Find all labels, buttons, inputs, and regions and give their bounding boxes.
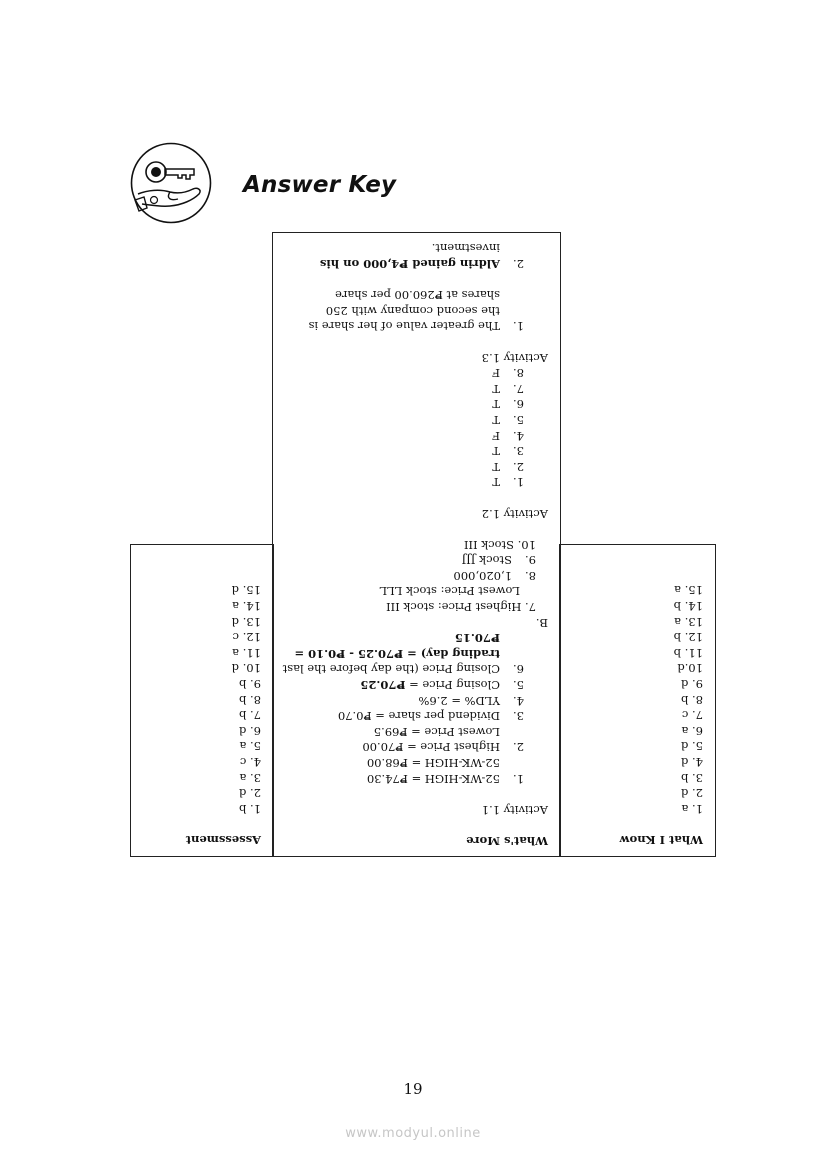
list-item: 7. b — [239, 708, 261, 723]
activity-label: Activity 1.3 — [481, 350, 548, 365]
list-item: 12. c — [232, 630, 261, 645]
answer-line: Closing Price = — [405, 678, 500, 693]
answer-line: YLD% = 2.6% — [418, 693, 500, 708]
part-label: B. — [535, 615, 548, 630]
what-i-know-heading: What I Know — [619, 833, 703, 847]
list-item: 13. d — [231, 614, 261, 629]
answer-line: Lowest Price = ₱69.5 — [373, 724, 500, 739]
answer-line: 1,020,000 — [453, 568, 512, 583]
list-item: 8. b — [239, 692, 261, 707]
list-item: 9. b — [239, 677, 261, 692]
answer-line: T — [492, 381, 500, 396]
whats-more-heading: What's More — [466, 834, 548, 848]
activity-label: Activity 1.2 — [481, 506, 548, 521]
answer-line: Aldrin gained ₱4,000 on his — [319, 257, 500, 272]
list-item: 2. d — [681, 786, 703, 801]
whats-more-box: What's More Activity 1.1 1.52-WK-HIGH = ₱74.30 52-WK-HIGH = ₱68.00 2.Highest Price = ₱70.00 Lowest Price = ₱69.5 3.Dividend per share = ₱0.70 4.YLD% = 2.6% 5.Closing Price = ₱70.25 6.Closing Price (the day before the last trading day) = ₱70.25 - ₱0.10 = ₱70.15 B. 7. Highest Price: stock III Lowest Price: stock LLL 8.1,020,000 9.Stock JJJ 10. Stock III Activity 1.2 1.T 2.T 3.T 4.F 5.T 6.T 7.T 8.F Activity 1.3 1.The greater value of her share is the second company with 250 shares at ₱260.00 per share 2.Aldrin gained ₱4,000 on his investment. — [272, 232, 561, 857]
answer-line: ₱70.15 — [454, 631, 500, 646]
list-item: 12. b — [673, 630, 703, 645]
answer-line: T — [492, 412, 500, 427]
list-item: 13. a — [674, 614, 703, 629]
list-item: 6. d — [239, 723, 261, 738]
answer-line: 52-WK-HIGH = ₱68.00 — [366, 756, 500, 771]
activity-label: Activity 1.1 — [481, 802, 548, 817]
list-item: 10.d — [677, 661, 703, 676]
list-item: 14. a — [232, 599, 261, 614]
list-item: 1. b — [239, 801, 261, 816]
key-in-hand-icon — [130, 142, 212, 224]
answer-line: T — [492, 459, 500, 474]
answer-line: 10. Stock III — [463, 537, 536, 552]
answer-line: investment. — [431, 241, 500, 256]
list-item: 7. c — [681, 708, 703, 723]
answer-line: Lowest Price: stock LLL — [379, 584, 520, 599]
answer-line: the second company with 250 — [325, 303, 500, 318]
answer-line: T — [492, 475, 500, 490]
list-item: 15. a — [674, 583, 703, 598]
answer-line: F — [492, 428, 500, 443]
answer-line: Stock JJJ — [461, 553, 512, 568]
page-title: Answer Key — [243, 172, 397, 198]
assessment-box — [130, 544, 274, 857]
list-item: 4. c — [239, 755, 261, 770]
assessment-heading: Assessment — [185, 833, 261, 847]
answer-line: Closing Price (the day before the last — [282, 662, 500, 677]
answer-line: Highest Price = ₱70.00 — [362, 740, 500, 755]
list-item: 2. d — [239, 786, 261, 801]
list-item: 15. d — [231, 583, 261, 598]
answer-line: T — [492, 397, 500, 412]
answer-line: F — [492, 366, 500, 381]
list-item: 5. a — [239, 739, 261, 754]
watermark: www.modyul.online — [345, 1126, 481, 1141]
answer-line: Dividend per share = ₱0.70 — [337, 709, 500, 724]
answer-line: The greater value of her share is — [308, 319, 500, 334]
list-item: 5. d — [681, 739, 703, 754]
list-item: 11. a — [232, 645, 261, 660]
answer-line: shares at ₱260.00 per share — [335, 288, 500, 303]
list-item: 1. a — [681, 801, 703, 816]
list-item: 11. b — [673, 645, 703, 660]
list-item: 10. d — [231, 661, 261, 676]
list-item: 3. a — [239, 770, 261, 785]
page-number: 19 — [403, 1080, 423, 1098]
list-item: 9. d — [681, 677, 703, 692]
answer-line: T — [492, 444, 500, 459]
list-item: 6. a — [681, 723, 703, 738]
answer-value: ₱70.25 — [360, 678, 406, 693]
list-item: 4. d — [681, 755, 703, 770]
answer-line: trading day) = ₱70.25 - ₱0.10 = — [294, 646, 500, 661]
list-item: 8. b — [681, 692, 703, 707]
answer-line: 52-WK-HIGH = ₱74.30 — [366, 771, 500, 786]
what-i-know-box — [559, 544, 716, 857]
answer-line: 7. Highest Price: stock III — [386, 600, 536, 615]
list-item: 14. b — [673, 599, 703, 614]
list-item: 3. b — [681, 770, 703, 785]
